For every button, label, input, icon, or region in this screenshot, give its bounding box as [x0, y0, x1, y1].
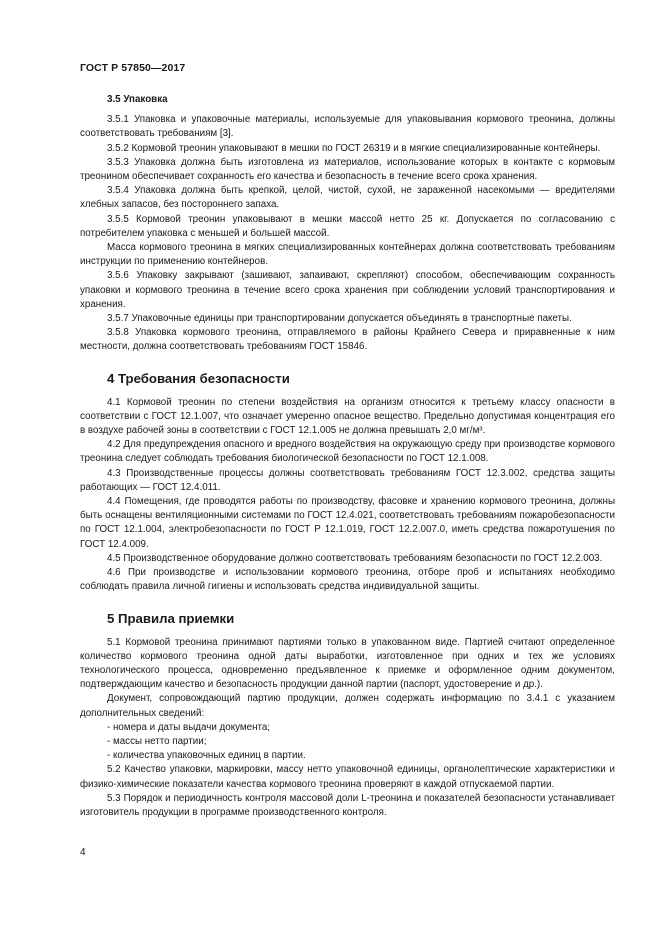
page-number: 4: [80, 847, 86, 858]
paragraph-3-5-7: 3.5.7 Упаковочные единицы при транспортировании допускается объединять в транспортные пакеты.: [107, 313, 572, 325]
document-body: [80, 93, 615, 820]
paragraph-4-5: 4.5 Производственное оборудование должно соответствовать требованиям безопасности по ГОСТ 12.2.003.: [107, 552, 603, 564]
paragraph-5-1: 5.1 Кормовой треонина принимают партиями только в упакованном виде. Партией считают определенное количество кормового треонина одной даты выработки, изготовленное при одних и тех же условиях технологического процесса, одновременно предъявленное к приемке и оформленное одним документом, подтверждающим качество и безопасность продукции данной партии (паспорт, удостоверение и др.).: [80, 636, 615, 691]
paragraph-5-2: 5.2 Качество упаковки, маркировки, массу нетто упаковочной единицы, органолептические характеристики и физико-химические показатели качества кормового треонина проверяют в каждой отпускаемой партии.: [80, 764, 615, 790]
paragraph-4-6: 4.6 При производстве и использовании кормового треонина, отборе проб и испытаниях необходимо соблюдать правила личной гигиены и использовать средства индивидуальной защиты.: [80, 567, 615, 593]
paragraph-3-5-5: 3.5.5 Кормовой треонин упаковывают в мешки массой нетто 25 кг. Допускается по согласованию с потребителем упаковка с меньшей и большей массой.: [80, 213, 615, 239]
paragraph-5-1-document: Документ, сопровождающий партию продукции, должен содержать информацию по 3.4.1 с указанием дополнительных сведений:: [80, 693, 615, 719]
list-item: - массы нетто партии;: [107, 735, 207, 747]
paragraph-3-5-8: 3.5.8 Упаковка кормового треонина, отправляемого в районы Крайнего Севера и приравненные к ним местности, должна соответствовать требованиям ГОСТ 15846.: [80, 327, 615, 353]
paragraph-4-4: 4.4 Помещения, где проводятся работы по производству, фасовке и хранению кормового треонина, должны быть оснащены вентиляционными системами по ГОСТ 12.4.021, соответствовать требованиям пожаробезопасности по ГОСТ 12.1.004, электробезопасности по ГОСТ Р 12.1.019, ГОСТ 12.2.007.0, иметь средства пожаротушения по ГОСТ 12.4.009.: [80, 496, 615, 550]
paragraph-3-5-4: 3.5.4 Упаковка должна быть крепкой, целой, чистой, сухой, не зараженной насекомыми — вредителями хлебных запасов, без постороннего запаха.: [80, 185, 615, 211]
section-heading-4: 4 Требования безопасности: [107, 370, 290, 386]
paragraph-4-2: 4.2 Для предупреждения опасного и вредного воздействия на окружающую среду при производстве кормового треонина следует соблюдать требования биологической безопасности по ГОСТ 12.1.008.: [80, 439, 615, 465]
paragraph-4-1: 4.1 Кормовой треонин по степени воздействия на организм относится к третьему классу опасности в соответствии с ГОСТ 12.1.007, что означает умеренно опасное вещество. Предельно допустимая концентрация его в воздухе рабочей зоны в соответствии с ГОСТ 12.1.005 не должна превышать 2,0 мг/м³.: [80, 396, 615, 437]
document-id-header: ГОСТ Р 57850—2017: [80, 62, 186, 74]
list-item: - номера и даты выдачи документа;: [107, 721, 271, 733]
paragraph-3-5-2: 3.5.2 Кормовой треонин упаковывают в мешки по ГОСТ 26319 и в мягкие специализированные контейнеры.: [107, 142, 601, 154]
paragraph-3-5-5-containers: Масса кормового треонина в мягких специализированных контейнерах должна соответствовать требованиям инструкции по применению контейнеров.: [80, 242, 615, 268]
list-item: - количества упаковочных единиц в партии.: [107, 750, 306, 762]
section-heading-5: 5 Правила приемки: [107, 610, 235, 626]
paragraph-4-3: 4.3 Производственные процессы должны соответствовать требованиям ГОСТ 12.3.002, средства защиты работающих — ГОСТ 12.4.011.: [80, 467, 615, 493]
paragraph-3-5-6: 3.5.6 Упаковку закрывают (зашивают, запаивают, скрепляют) способом, обеспечивающим сохранность упаковки и кормового треонина в течение всего срока хранения при соблюдении условий транспортирования и хранения.: [80, 270, 615, 310]
section-heading-3-5: 3.5 Упаковка: [107, 94, 168, 105]
paragraph-3-5-1: 3.5.1 Упаковка и упаковочные материалы, используемые для упаковывания кормового треонина, должны соответствовать требованиям [3].: [80, 114, 615, 140]
paragraph-5-3: 5.3 Порядок и периодичность контроля массовой доли L-треонина и показателей безопасности устанавливает изготовитель продукции в программе производственного контроля.: [80, 792, 615, 818]
paragraph-3-5-3: 3.5.3 Упаковка должна быть изготовлена из материалов, использование которых в контакте с кормовым треонином обеспечивает сохранность его качества и безопасность в течение всего срока хранения.: [80, 156, 615, 183]
